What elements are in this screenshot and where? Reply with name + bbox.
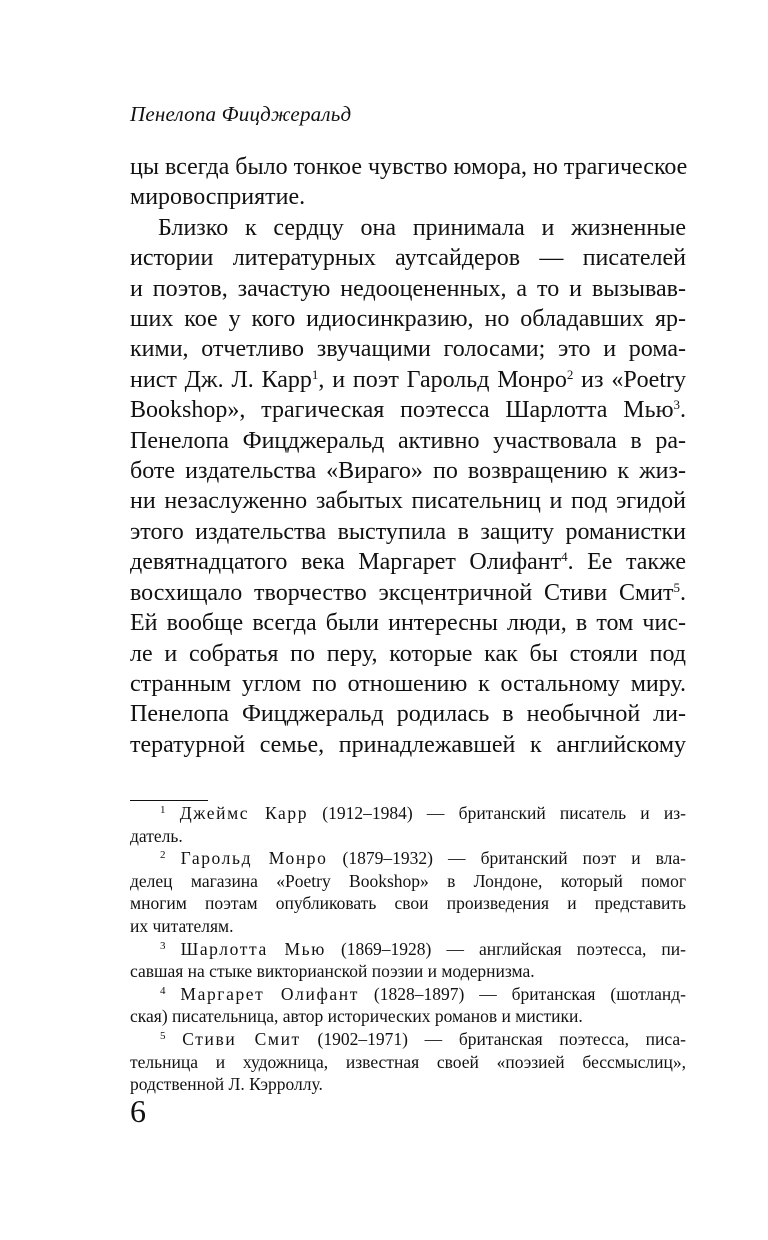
footnote-line: делец магазина «Poetry Bookshop» в Лондоне, который помог — [130, 870, 686, 891]
body-text-run: восхищало творчество эксцентричной Стиви Смит — [130, 579, 674, 606]
body-line: этого издательства выступила в защиту романистки — [130, 518, 686, 545]
footnote-line — [130, 1028, 686, 1051]
body-line: ни незаслуженно забытых писательниц и под эгидой — [130, 488, 686, 515]
body-text-run: . — [680, 579, 686, 606]
body-line: тературной семье, принадлежавшей к английскому — [130, 731, 686, 758]
running-head: Пенелопа Фицджеральд — [130, 102, 352, 126]
body-line: истории литературных аутсайдеров — писателей — [130, 245, 686, 272]
footnote-number: 2 — [160, 849, 166, 862]
footnote-line: родственной Л. Кэрроллу. — [130, 1074, 323, 1095]
book-page — [130, 0, 686, 1240]
footnote-1 — [130, 802, 686, 847]
body-line: ших кое у кого идиосинкразию, но обладавших яр- — [130, 306, 686, 333]
body-text-run: из «Poetry — [573, 366, 686, 393]
footnote-ref-5: 5 — [673, 579, 680, 595]
footnote-line — [130, 847, 686, 870]
footnote-name: Джеймс Карр — [179, 803, 309, 823]
body-line: мировосприятие. — [130, 184, 306, 211]
footnote-line: их читателям. — [130, 915, 234, 936]
body-line — [130, 365, 686, 395]
footnote-ref-2: 2 — [566, 366, 574, 382]
footnote-text: (1912–1984) — британский писатель и из- — [308, 803, 687, 823]
footnote-text: (1869–1928) — английская поэтесса, пи- — [325, 938, 686, 959]
body-text-run: нист Дж. Л. Карр — [130, 366, 312, 393]
body-text — [130, 152, 686, 760]
footnote-line — [130, 802, 686, 825]
footnote-number: 3 — [160, 939, 166, 952]
body-line — [130, 578, 686, 608]
body-line: цы всегда было тонкое чувство юмора, но трагическое — [130, 154, 688, 180]
footnote-number: 1 — [160, 804, 166, 816]
footnote-name: Стиви Смит — [182, 1028, 301, 1049]
footnote-line — [130, 983, 686, 1006]
footnote-line: датель. — [130, 825, 183, 846]
footnote-ref-4: 4 — [561, 549, 568, 565]
footnote-divider — [130, 800, 208, 801]
footnote-name: Гарольд Монро — [180, 848, 328, 869]
body-text-run: , и поэт Гарольд Монро — [318, 366, 567, 393]
footnote-line: ская) писательница, автор исторических романов и мистики. — [130, 1006, 583, 1027]
body-line: и поэтов, зачастую недооцененных, а то и вызывав- — [130, 275, 686, 302]
footnote-number: 4 — [160, 984, 166, 997]
body-line: ле и собратья по перу, которые как бы стояли под — [130, 640, 686, 667]
footnote-5 — [130, 1028, 686, 1096]
footnote-3 — [130, 938, 686, 983]
page-number: 6 — [130, 1093, 146, 1129]
footnote-line: тельница и художница, известная своей «поэзией бессмыслиц», — [130, 1051, 686, 1072]
footnote-2 — [130, 847, 686, 937]
body-text-run: . Ее также — [567, 549, 686, 576]
footnote-ref-1: 1 — [311, 366, 319, 382]
footnote-text: (1828–1897) — британская (шотланд- — [358, 983, 687, 1004]
footnote-line: многим поэтам опубликовать свои произведения и представить — [130, 893, 686, 914]
footnote-4 — [130, 983, 686, 1028]
footnotes — [130, 802, 686, 1096]
body-line: странным углом по отношению к остальному миру. — [130, 670, 686, 697]
body-line: Близко к сердцу она принимала и жизненные — [158, 214, 686, 241]
footnote-number: 5 — [160, 1029, 166, 1042]
body-line — [130, 395, 686, 425]
body-line: Пенелопа Фицджеральд родилась в необычной ли- — [130, 701, 686, 728]
footnote-line: савшая на стыке викторианской поэзии и модернизма. — [130, 961, 535, 982]
footnote-name: Шарлотта Мью — [180, 938, 326, 959]
footnote-line — [130, 938, 686, 961]
body-text-run: Bookshop», трагическая поэтесса Шарлотта Мью — [130, 397, 674, 424]
body-text-run: девятнадцатого века Маргарет Олифант — [130, 549, 562, 576]
footnote-ref-3: 3 — [673, 397, 680, 413]
footnote-text: (1902–1971) — британская поэтесса, писа- — [300, 1028, 686, 1049]
footnote-text: (1879–1932) — британский поэт и вла- — [327, 848, 686, 869]
body-text-run: . — [680, 397, 686, 424]
body-line: кими, отчетливо звучащими голосами; это и рома- — [130, 336, 686, 363]
body-line: Пенелопа Фицджеральд активно участвовала в ра- — [130, 427, 686, 454]
body-line — [130, 547, 686, 577]
body-line: Ей вообще всегда были интересны люди, в том чис- — [130, 610, 686, 637]
body-line: боте издательства «Вираго» по возвращению к жиз- — [130, 458, 686, 485]
footnote-name: Маргарет Олифант — [180, 983, 359, 1004]
